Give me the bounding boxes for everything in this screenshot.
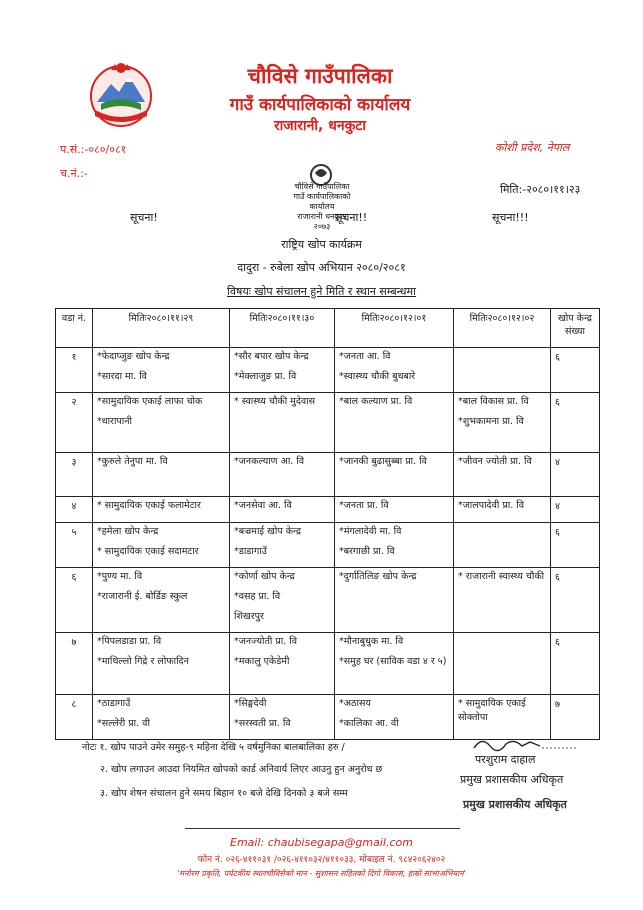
date-cell (230, 633, 335, 695)
table-row (56, 497, 600, 523)
date-cell (335, 393, 454, 453)
table-row (56, 568, 600, 633)
vaccination-center: *सल्लेरी प्रा. वी (97, 718, 150, 729)
col-ward: वडा नं. (56, 309, 93, 348)
vaccination-center: *जीवन ज्योती प्रा. वि (458, 456, 532, 467)
vaccination-center: * सामुदायिक एकाई सदामटार (97, 546, 199, 557)
vaccination-center: *मकालु एकेडेमी (234, 656, 290, 667)
vaccination-center: *धारापानी (97, 416, 132, 427)
col-date-1: मितिः२०८०।११।२९ (93, 309, 230, 348)
program-title: राष्ट्रिय खोप कार्यक्रम (281, 238, 362, 251)
center-count: ६ (551, 523, 600, 568)
table-row (56, 393, 600, 453)
vaccination-center: *वसह प्रा. वि (234, 591, 281, 602)
col-center-count: खोप केन्द्र संख्या (551, 309, 600, 348)
date-cell (335, 633, 454, 695)
vaccination-center: *जनकल्याण आ. वि (234, 456, 305, 467)
date-cell (454, 633, 551, 695)
signatory-stamp: प्रमुख प्रशासकीय अधिकृत (463, 798, 567, 811)
ward-number: २ (56, 393, 93, 453)
col-date-3: मितिः२०८०।१२।०१ (335, 309, 454, 348)
vaccination-center: *डाडागाउँ (234, 546, 267, 557)
vaccination-center: *बाल कल्याण प्रा. वि (339, 396, 413, 407)
footer-slogan: 'मनोरम प्रकृति, पर्यटकीय स्थलचौविसेको मान - सुशासन सहितको दिगो विकास, हाम्रो साभाअभियान' (177, 869, 466, 878)
date-cell (454, 497, 551, 523)
reference-number: प.सं.:-०८०/०८१ (60, 143, 127, 156)
date-cell (230, 568, 335, 633)
vaccination-center: * सामुदायिक एकाई फलामेटार (97, 500, 201, 511)
office-name: गाउँ कार्यपालिकाको कार्यालय (229, 95, 411, 115)
vaccination-center: * राजारानी स्वास्थ्य चौकी (458, 571, 545, 582)
footer-divider (185, 828, 460, 829)
org-name: चौविसे गाउँपालिका (247, 64, 393, 88)
province-label: कोशी प्रदेश, नेपाल (495, 141, 570, 154)
vaccination-center: *सारदा मा. वि (97, 371, 147, 382)
note-1: नोटः १. खोप पाउने उमेर समुह-९ महिना देखि ५ वर्षमुनिका बालबालिका हरु / (82, 742, 345, 753)
table-row (56, 348, 600, 393)
signatory-name: परशुराम दाहाल (475, 753, 536, 766)
vaccination-center: *ठाडागाउँ (97, 698, 131, 709)
date-cell (230, 348, 335, 393)
signatory-title: प्रमुख प्रशासकीय अधिकृत (460, 773, 564, 786)
vaccination-center: *जनता प्रा. वि (339, 500, 389, 511)
notice-left: सूचना! (130, 211, 158, 224)
date-cell (335, 523, 454, 568)
vaccination-center: *शुभकामना प्रा. वि (458, 416, 524, 427)
vaccination-center: *सिङ्घदेवी (234, 698, 267, 709)
vaccination-center: *मेक्लाजुङ प्रा. वि (234, 371, 297, 382)
date-cell (230, 523, 335, 568)
table-row (56, 453, 600, 497)
center-count: ७ (551, 695, 600, 740)
vaccination-center: *बज्रमाई खोप केन्द्र (234, 526, 302, 537)
table-body (56, 348, 600, 740)
date-cell (230, 453, 335, 497)
notice-center: सूचना!! (335, 211, 368, 224)
center-count: ४ (551, 497, 600, 523)
col-date-4: मितिः२०८०।१२।०२ (454, 309, 551, 348)
date-cell (93, 633, 230, 695)
vaccination-center: *सरस्वती प्रा. वि (234, 718, 291, 729)
date-cell (335, 348, 454, 393)
vaccination-center: * सामुदायिक एकाई सोक्तोपा (458, 698, 526, 723)
vaccination-center: *हमेला खोप केन्द्र (97, 526, 159, 537)
ward-number: ७ (56, 633, 93, 695)
table-header-row (56, 309, 600, 348)
date-cell (93, 393, 230, 453)
date-cell (93, 568, 230, 633)
ward-number: ६ (56, 568, 93, 633)
vaccination-center: *जनज्योती प्रा. वि (234, 636, 298, 647)
stamp-text: चौविसे गाउँपालिका गाउँ कार्यपालिकाको कार्यालय राजारानी धनकुटा २०७३ (293, 182, 351, 231)
center-count: ६ (551, 633, 600, 695)
center-count: ६ (551, 348, 600, 393)
note-3: ३. खोप शेषन संचालन हुने समय बिहान १० बजे देखि दिनको ३ बजे सम्म (100, 788, 348, 799)
footer-email: Email: chaubisegapa@gmail.com (230, 836, 413, 849)
subject-line: विषयः खोप संचालन हुने मिति र स्थान सम्बन्धमा (227, 285, 416, 298)
vaccination-center: *कुरुले तेनुपा मा. वि (97, 456, 168, 467)
ward-number: १ (56, 348, 93, 393)
vaccination-center: *फेदाप्जुङ खोप केन्द्र (97, 351, 170, 362)
date-cell (454, 453, 551, 497)
vaccination-center: *बाल विकास प्रा. वि (458, 396, 529, 407)
office-location: राजारानी, धनकुटा (273, 118, 367, 134)
date-cell (93, 695, 230, 740)
vaccination-center: *पुण्य मा. वि (97, 571, 143, 582)
signature-icon (470, 734, 580, 754)
vaccination-center: *स्वास्थ्य चौकी बुधबारे (339, 371, 416, 382)
date-cell (454, 348, 551, 393)
vaccination-center: *मौनाबुधुक मा. वि (339, 636, 404, 647)
vaccination-center: *पिपलडाडा प्रा. वि (97, 636, 162, 647)
vaccination-center: *कोर्णा खोप केन्द्र (234, 571, 295, 582)
vaccination-center: *राजारानी ई. बोर्डिङ स्कुल (97, 591, 188, 602)
date-cell (230, 497, 335, 523)
vaccination-center: *जनसेवा आ. वि (234, 500, 292, 511)
nepal-emblem-icon (85, 58, 157, 130)
vaccination-center: *जानकी बुढासुब्बा प्रा. वि (339, 456, 427, 467)
center-count: ६ (551, 568, 600, 633)
ward-number: ४ (56, 497, 93, 523)
center-count: ४ (551, 453, 600, 497)
vaccination-schedule-table (55, 308, 600, 740)
date-cell (335, 568, 454, 633)
vaccination-center: *जनता आ. वि (339, 351, 391, 362)
date-cell (335, 453, 454, 497)
vaccination-center: *सौर बपार खोप केन्द्र (234, 351, 309, 362)
vaccination-center: *बरगाछी प्रा. वि (339, 546, 395, 557)
date-cell (454, 568, 551, 633)
table-row (56, 523, 600, 568)
date-cell (454, 695, 551, 740)
vaccination-center: *दुर्गातिलिङ खोप केन्द्र (339, 571, 417, 582)
footer-phone: फोन नं. ०२६-४११०३१ /०२६-४११०३२/४११०३३, मोबाइल नं. ९८४२०६२४०२ (197, 855, 446, 865)
vaccination-center: *मंगलादेवी मा. वि (339, 526, 402, 537)
issue-date: मिति:-२०८०।११।२३ (500, 183, 581, 196)
table-row (56, 633, 600, 695)
ward-number: ८ (56, 695, 93, 740)
vaccination-center: *जालपादेवी प्रा. वि (458, 500, 525, 511)
dispatch-number: च.नं.:- (60, 167, 88, 180)
date-cell (335, 695, 454, 740)
campaign-title: दादुरा - रुबेला खोप अभियान २०८०/२०८१ (237, 261, 406, 274)
date-cell (454, 393, 551, 453)
vaccination-center: *माथिल्लो गिद्रे र लोफादिन (97, 656, 189, 667)
vaccination-center: *कालिका आ. वी (339, 718, 399, 729)
col-date-2: मितिः२०८०।११।३० (230, 309, 335, 348)
center-count: ६ (551, 393, 600, 453)
vaccination-center: * स्वास्थ्य चौकी मुदेवास (234, 396, 316, 407)
date-cell (335, 497, 454, 523)
vaccination-center: *अठासय (339, 698, 371, 709)
vaccination-center: *समुह घर (साविक वडा ४ र ५) (339, 656, 447, 667)
notice-right: सूचना!!! (492, 211, 529, 224)
ward-number: ५ (56, 523, 93, 568)
date-cell (93, 348, 230, 393)
date-cell (454, 523, 551, 568)
date-cell (93, 523, 230, 568)
date-cell (230, 393, 335, 453)
table-row (56, 695, 600, 740)
date-cell (93, 497, 230, 523)
ward-number: ३ (56, 453, 93, 497)
date-cell (93, 453, 230, 497)
note-2: २. खोप लगाउन आउदा नियमित खोपको कार्ड अनिवार्य लिएर आउनु हुन अनुरोध छ (100, 764, 383, 775)
vaccination-center: *सामुदायिक एकाई लाफा चोक (97, 396, 203, 407)
date-cell (230, 695, 335, 740)
vaccination-center: शिखरपुर (234, 611, 264, 622)
